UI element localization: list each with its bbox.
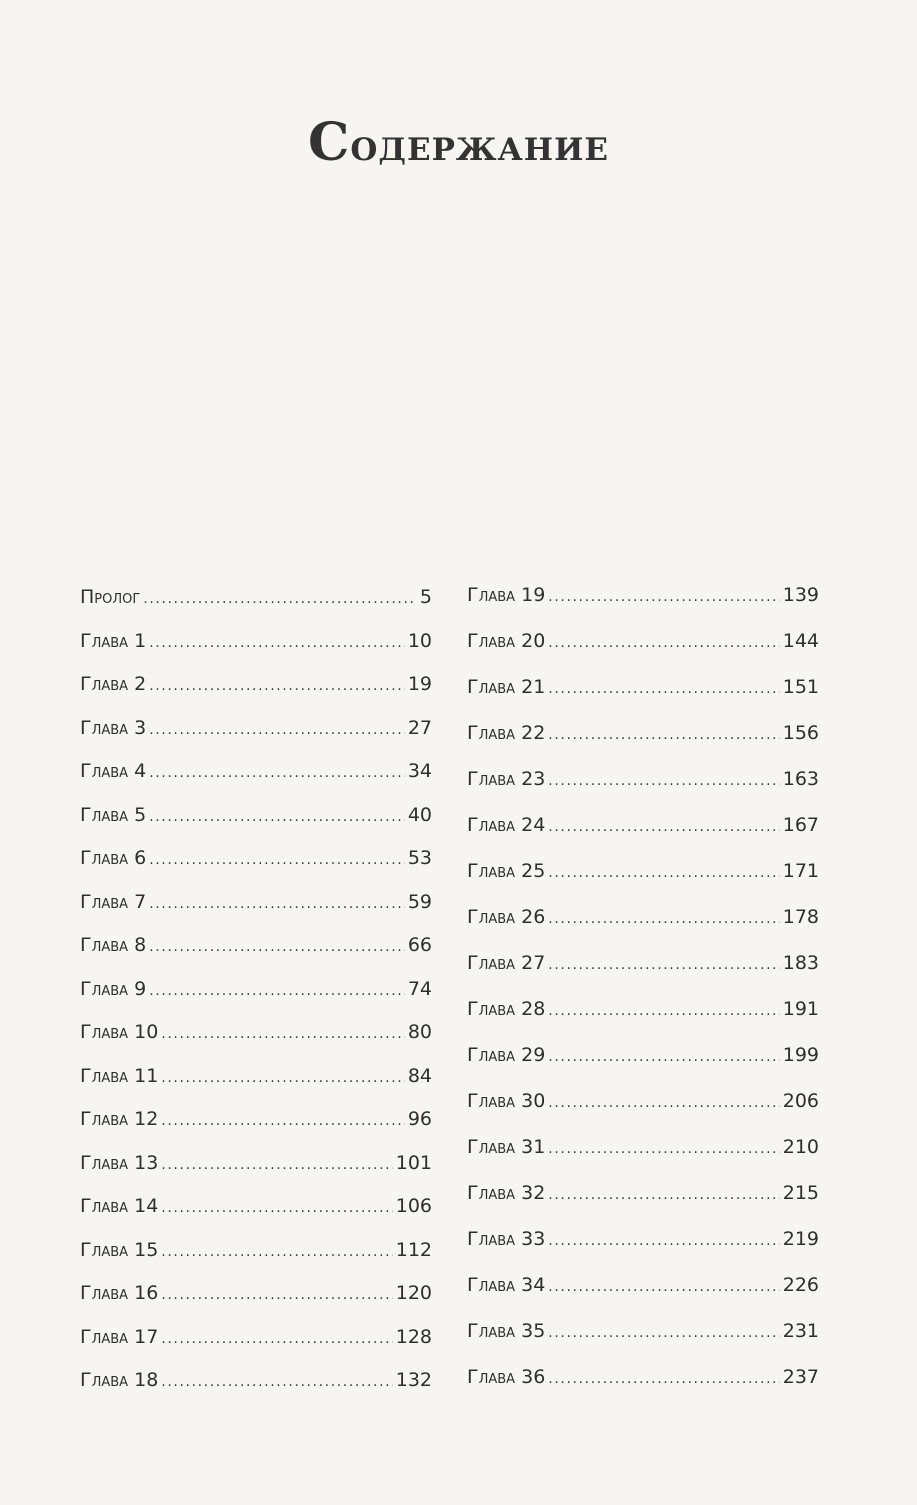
toc-entry-page-number: 120 — [395, 1282, 432, 1304]
toc-entry-page-number: 34 — [407, 760, 432, 782]
toc-entry-label: Глава 1 — [80, 629, 147, 652]
dot-leader — [548, 998, 779, 1024]
toc-entry — [467, 1226, 819, 1272]
toc-column-right — [467, 582, 819, 1410]
toc-entry-label: Глава 22 — [467, 722, 546, 744]
toc-entry — [467, 996, 819, 1042]
toc-entry-label: Глава 8 — [80, 934, 147, 956]
toc-entry-label: Глава 15 — [80, 1238, 159, 1261]
toc-entry — [467, 1364, 819, 1410]
dot-leader — [161, 1195, 392, 1221]
toc-entry — [467, 1180, 819, 1226]
toc-entry-page-number: 183 — [782, 952, 819, 974]
toc-entry-label: Глава 31 — [467, 1136, 546, 1158]
dot-leader — [548, 1136, 779, 1162]
toc-entry-label: Глава 20 — [467, 630, 546, 652]
toc-entry-page-number: 74 — [407, 977, 432, 1000]
dot-leader — [548, 1366, 779, 1392]
toc-entry-label: Глава 26 — [467, 906, 546, 928]
toc-entry-page-number: 178 — [782, 906, 819, 928]
toc-entry — [80, 715, 432, 759]
toc-entry-label: Глава 19 — [467, 584, 546, 606]
toc-entry-page-number: 80 — [407, 1021, 432, 1043]
toc-entry-page-number: 156 — [782, 722, 819, 744]
toc-entry — [80, 1280, 432, 1324]
toc-entry — [467, 582, 819, 628]
toc-entry — [80, 1063, 432, 1107]
toc-entry — [80, 1106, 432, 1150]
toc-entry-label: Глава 34 — [467, 1274, 546, 1296]
dot-leader — [161, 1108, 405, 1134]
toc-entry — [467, 720, 819, 766]
toc-entry-label: Глава 24 — [467, 814, 546, 836]
toc-entry — [80, 845, 432, 889]
dot-leader — [149, 630, 405, 656]
toc-entry-label: Глава 5 — [80, 803, 147, 826]
dot-leader — [548, 1044, 779, 1070]
toc-entry-page-number: 112 — [395, 1238, 432, 1261]
toc-entry — [80, 1193, 432, 1237]
toc-entry-label: Глава 29 — [467, 1044, 546, 1066]
toc-entry-label: Глава 6 — [80, 847, 147, 869]
toc-entry-label: Глава 7 — [80, 890, 147, 913]
toc-entry-page-number: 206 — [782, 1090, 819, 1112]
dot-leader — [548, 676, 779, 702]
dot-leader — [149, 717, 405, 743]
toc-entry — [80, 758, 432, 802]
dot-leader — [161, 1326, 392, 1352]
toc-entry-label: Глава 33 — [467, 1228, 546, 1250]
dot-leader — [548, 952, 779, 978]
toc-entry-page-number: 139 — [782, 584, 819, 606]
toc-column-left — [80, 584, 432, 1411]
toc-entry-label: Глава 10 — [80, 1021, 159, 1043]
dot-leader — [149, 804, 405, 830]
dot-leader — [548, 1274, 779, 1300]
toc-entry-page-number: 66 — [407, 934, 432, 956]
dot-leader — [548, 1182, 779, 1208]
toc-entry-label: Глава 17 — [80, 1325, 159, 1348]
toc-entry-label: Глава 36 — [467, 1366, 546, 1388]
toc-entry — [467, 950, 819, 996]
dot-leader — [548, 860, 779, 886]
page-title-rest: одержание — [350, 120, 610, 171]
toc-entry-label: Глава 28 — [467, 998, 546, 1020]
toc-entry — [80, 1324, 432, 1368]
toc-entry — [467, 766, 819, 812]
toc-entry — [80, 671, 432, 715]
toc-entry-label: Глава 23 — [467, 768, 546, 790]
dot-leader — [548, 768, 779, 794]
toc-entry-page-number: 5 — [419, 586, 432, 608]
toc-entry-page-number: 27 — [407, 716, 432, 739]
toc-entry — [467, 1088, 819, 1134]
toc-entry — [80, 976, 432, 1020]
toc-entry-label: Глава 12 — [80, 1108, 159, 1130]
toc-entry — [467, 1318, 819, 1364]
toc-entry-page-number: 40 — [407, 803, 432, 826]
toc-entry-page-number: 163 — [782, 768, 819, 790]
toc-entry-page-number: 226 — [782, 1274, 819, 1296]
dot-leader — [548, 1228, 779, 1254]
toc-entry — [467, 674, 819, 720]
toc-entry — [80, 1367, 432, 1411]
dot-leader — [548, 1090, 779, 1116]
toc-entry-label: Глава 18 — [80, 1369, 159, 1391]
dot-leader — [161, 1065, 405, 1091]
toc-entry-page-number: 199 — [782, 1044, 819, 1066]
toc-entry — [80, 1237, 432, 1281]
dot-leader — [143, 586, 417, 612]
toc-entry-page-number: 191 — [782, 998, 819, 1020]
dot-leader — [548, 906, 779, 932]
toc-entry-label: Глава 9 — [80, 977, 147, 1000]
toc-entry — [467, 904, 819, 950]
toc-entry-page-number: 59 — [407, 890, 432, 913]
toc-entry-page-number: 237 — [782, 1366, 819, 1388]
toc-entry-label: Глава 2 — [80, 673, 147, 695]
toc-entry — [80, 1150, 432, 1194]
toc-entry-page-number: 128 — [395, 1325, 432, 1348]
toc-entry-label: Глава 21 — [467, 676, 546, 698]
toc-entry-page-number: 231 — [782, 1320, 819, 1342]
dot-leader — [149, 847, 405, 873]
toc-entry — [467, 1272, 819, 1318]
toc-entry — [80, 584, 432, 628]
toc-entry — [467, 812, 819, 858]
toc-entry — [80, 932, 432, 976]
toc-entry-page-number: 144 — [782, 630, 819, 652]
toc-entry — [467, 628, 819, 674]
toc-entry — [467, 858, 819, 904]
dot-leader — [548, 1320, 779, 1346]
toc-entry-page-number: 151 — [782, 676, 819, 698]
dot-leader — [161, 1369, 392, 1395]
dot-leader — [161, 1021, 405, 1047]
page-title — [0, 112, 917, 173]
dot-leader — [161, 1239, 392, 1265]
toc-entry-page-number: 106 — [395, 1195, 432, 1217]
toc-entry-page-number: 96 — [407, 1108, 432, 1130]
toc-entry-page-number: 210 — [782, 1136, 819, 1158]
toc-entry-label: Глава 30 — [467, 1090, 546, 1112]
toc-entry-label: Пролог — [80, 586, 141, 608]
toc-entry-label: Глава 35 — [467, 1320, 546, 1342]
dot-leader — [149, 891, 405, 917]
toc-entry-label: Глава 16 — [80, 1282, 159, 1304]
toc-entry-page-number: 19 — [407, 673, 432, 695]
toc-entry-page-number: 219 — [782, 1228, 819, 1250]
toc-entry-page-number: 171 — [782, 860, 819, 882]
dot-leader — [548, 630, 779, 656]
toc-entry-page-number: 101 — [395, 1151, 432, 1174]
dot-leader — [548, 814, 779, 840]
toc-entry-label: Глава 4 — [80, 760, 147, 782]
dot-leader — [149, 673, 405, 699]
dot-leader — [548, 722, 779, 748]
dot-leader — [161, 1282, 392, 1308]
dot-leader — [149, 934, 405, 960]
page-title-initial: С — [307, 112, 351, 173]
toc-entry-label: Глава 3 — [80, 716, 147, 739]
toc-entry-label: Глава 11 — [80, 1064, 159, 1087]
dot-leader — [149, 760, 405, 786]
toc-entry — [80, 628, 432, 672]
toc-entry-page-number: 84 — [407, 1064, 432, 1087]
toc-entry-page-number: 10 — [407, 629, 432, 652]
toc-entry — [80, 1019, 432, 1063]
toc-entry-label: Глава 32 — [467, 1182, 546, 1204]
toc-entry — [467, 1042, 819, 1088]
dot-leader — [161, 1152, 392, 1178]
toc-entry — [467, 1134, 819, 1180]
toc-entry-page-number: 215 — [782, 1182, 819, 1204]
toc-entry-label: Глава 25 — [467, 860, 546, 882]
toc-entry — [80, 802, 432, 846]
toc-entry-label: Глава 13 — [80, 1151, 159, 1174]
toc-entry-page-number: 132 — [395, 1369, 432, 1391]
toc-entry-label: Глава 14 — [80, 1195, 159, 1217]
toc-entry-page-number: 167 — [782, 814, 819, 836]
toc-entry — [80, 889, 432, 933]
dot-leader — [149, 978, 405, 1004]
dot-leader — [548, 584, 779, 610]
toc-entry-page-number: 53 — [407, 847, 432, 869]
toc-entry-label: Глава 27 — [467, 952, 546, 974]
